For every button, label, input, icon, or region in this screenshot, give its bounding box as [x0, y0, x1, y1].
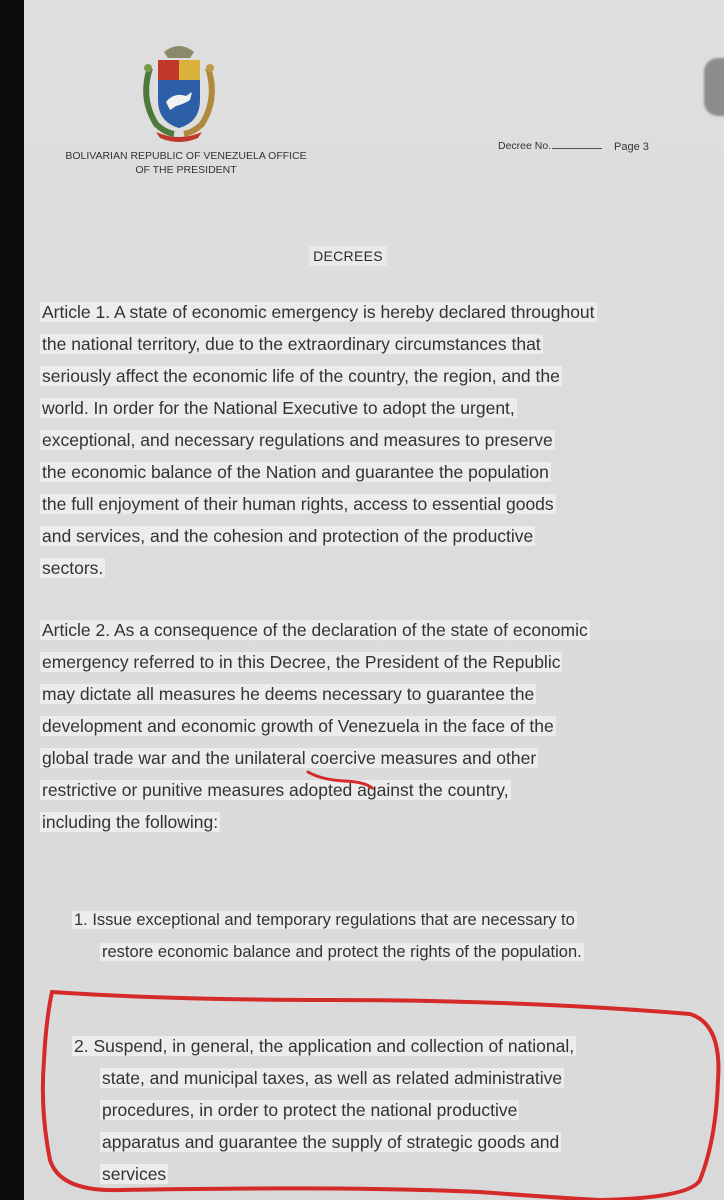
list-item-2-line: procedures, in order to protect the national productive — [102, 1100, 518, 1120]
article-2-line: global trade war and the unilateral coercive measures and other — [42, 748, 537, 768]
article-2-line: Article 2. As a consequence of the declaration of the state of economic — [42, 620, 588, 640]
section-heading — [24, 248, 672, 264]
article-1-line: seriously affect the economic life of the country, the region, and the — [42, 366, 560, 386]
decree-number-field — [498, 139, 602, 152]
office-header — [56, 149, 316, 177]
article-1-line: world. In order for the National Executive to adopt the urgent, — [42, 398, 515, 418]
list-item-1 — [72, 904, 672, 968]
article-1-line: the full enjoyment of their human rights, access to essential goods — [42, 494, 554, 514]
coat-of-arms-icon — [134, 38, 224, 142]
article-2-line: emergency referred to in this Decree, the President of the Republic — [42, 652, 561, 672]
article-1-line: Article 1. A state of economic emergency is hereby declared throughout — [42, 302, 595, 322]
article-2-line: development and economic growth of Venezuela in the face of the — [42, 716, 554, 736]
article-1-line: the national territory, due to the extraordinary circumstances that — [42, 334, 541, 354]
article-2-line: may dictate all measures he deems necessary to guarantee the — [42, 684, 535, 704]
document-page — [24, 0, 724, 1200]
page-number: Page 3 — [614, 141, 649, 153]
decree-number-label: Decree No. — [498, 140, 552, 152]
article-1-line: sectors. — [42, 558, 104, 578]
list-item-2-line: apparatus and guarantee the supply of strategic goods and — [102, 1132, 560, 1152]
list-item-2 — [72, 1030, 682, 1190]
office-line-1: BOLIVARIAN REPUBLIC OF VENEZUELA OFFICE — [65, 150, 307, 162]
heading-text: DECREES — [309, 246, 387, 266]
list-item-1-line: restore economic balance and protect the rights of the population. — [102, 943, 582, 961]
list-item-2-line: 2. Suspend, in general, the application and collection of national, — [74, 1036, 575, 1056]
scroll-indicator[interactable] — [704, 58, 724, 116]
article-1-line: and services, and the cohesion and protection of the productive — [42, 526, 534, 546]
article-1-line: the economic balance of the Nation and guarantee the population — [42, 462, 549, 482]
article-2-line: restrictive or punitive measures adopted against the country, — [42, 780, 509, 800]
list-item-2-line: state, and municipal taxes, as well as related administrative — [102, 1068, 563, 1088]
left-dark-edge — [0, 0, 24, 1200]
decree-number-blank — [552, 139, 602, 149]
article-1 — [40, 296, 670, 584]
list-item-1-line: 1. Issue exceptional and temporary regulations that are necessary to — [74, 911, 575, 929]
office-line-2: OF THE PRESIDENT — [135, 164, 237, 176]
article-1-line: exceptional, and necessary regulations and measures to preserve — [42, 430, 553, 450]
list-item-2-line: services — [102, 1164, 167, 1184]
article-2-line: including the following: — [42, 812, 219, 832]
article-2 — [40, 614, 670, 838]
